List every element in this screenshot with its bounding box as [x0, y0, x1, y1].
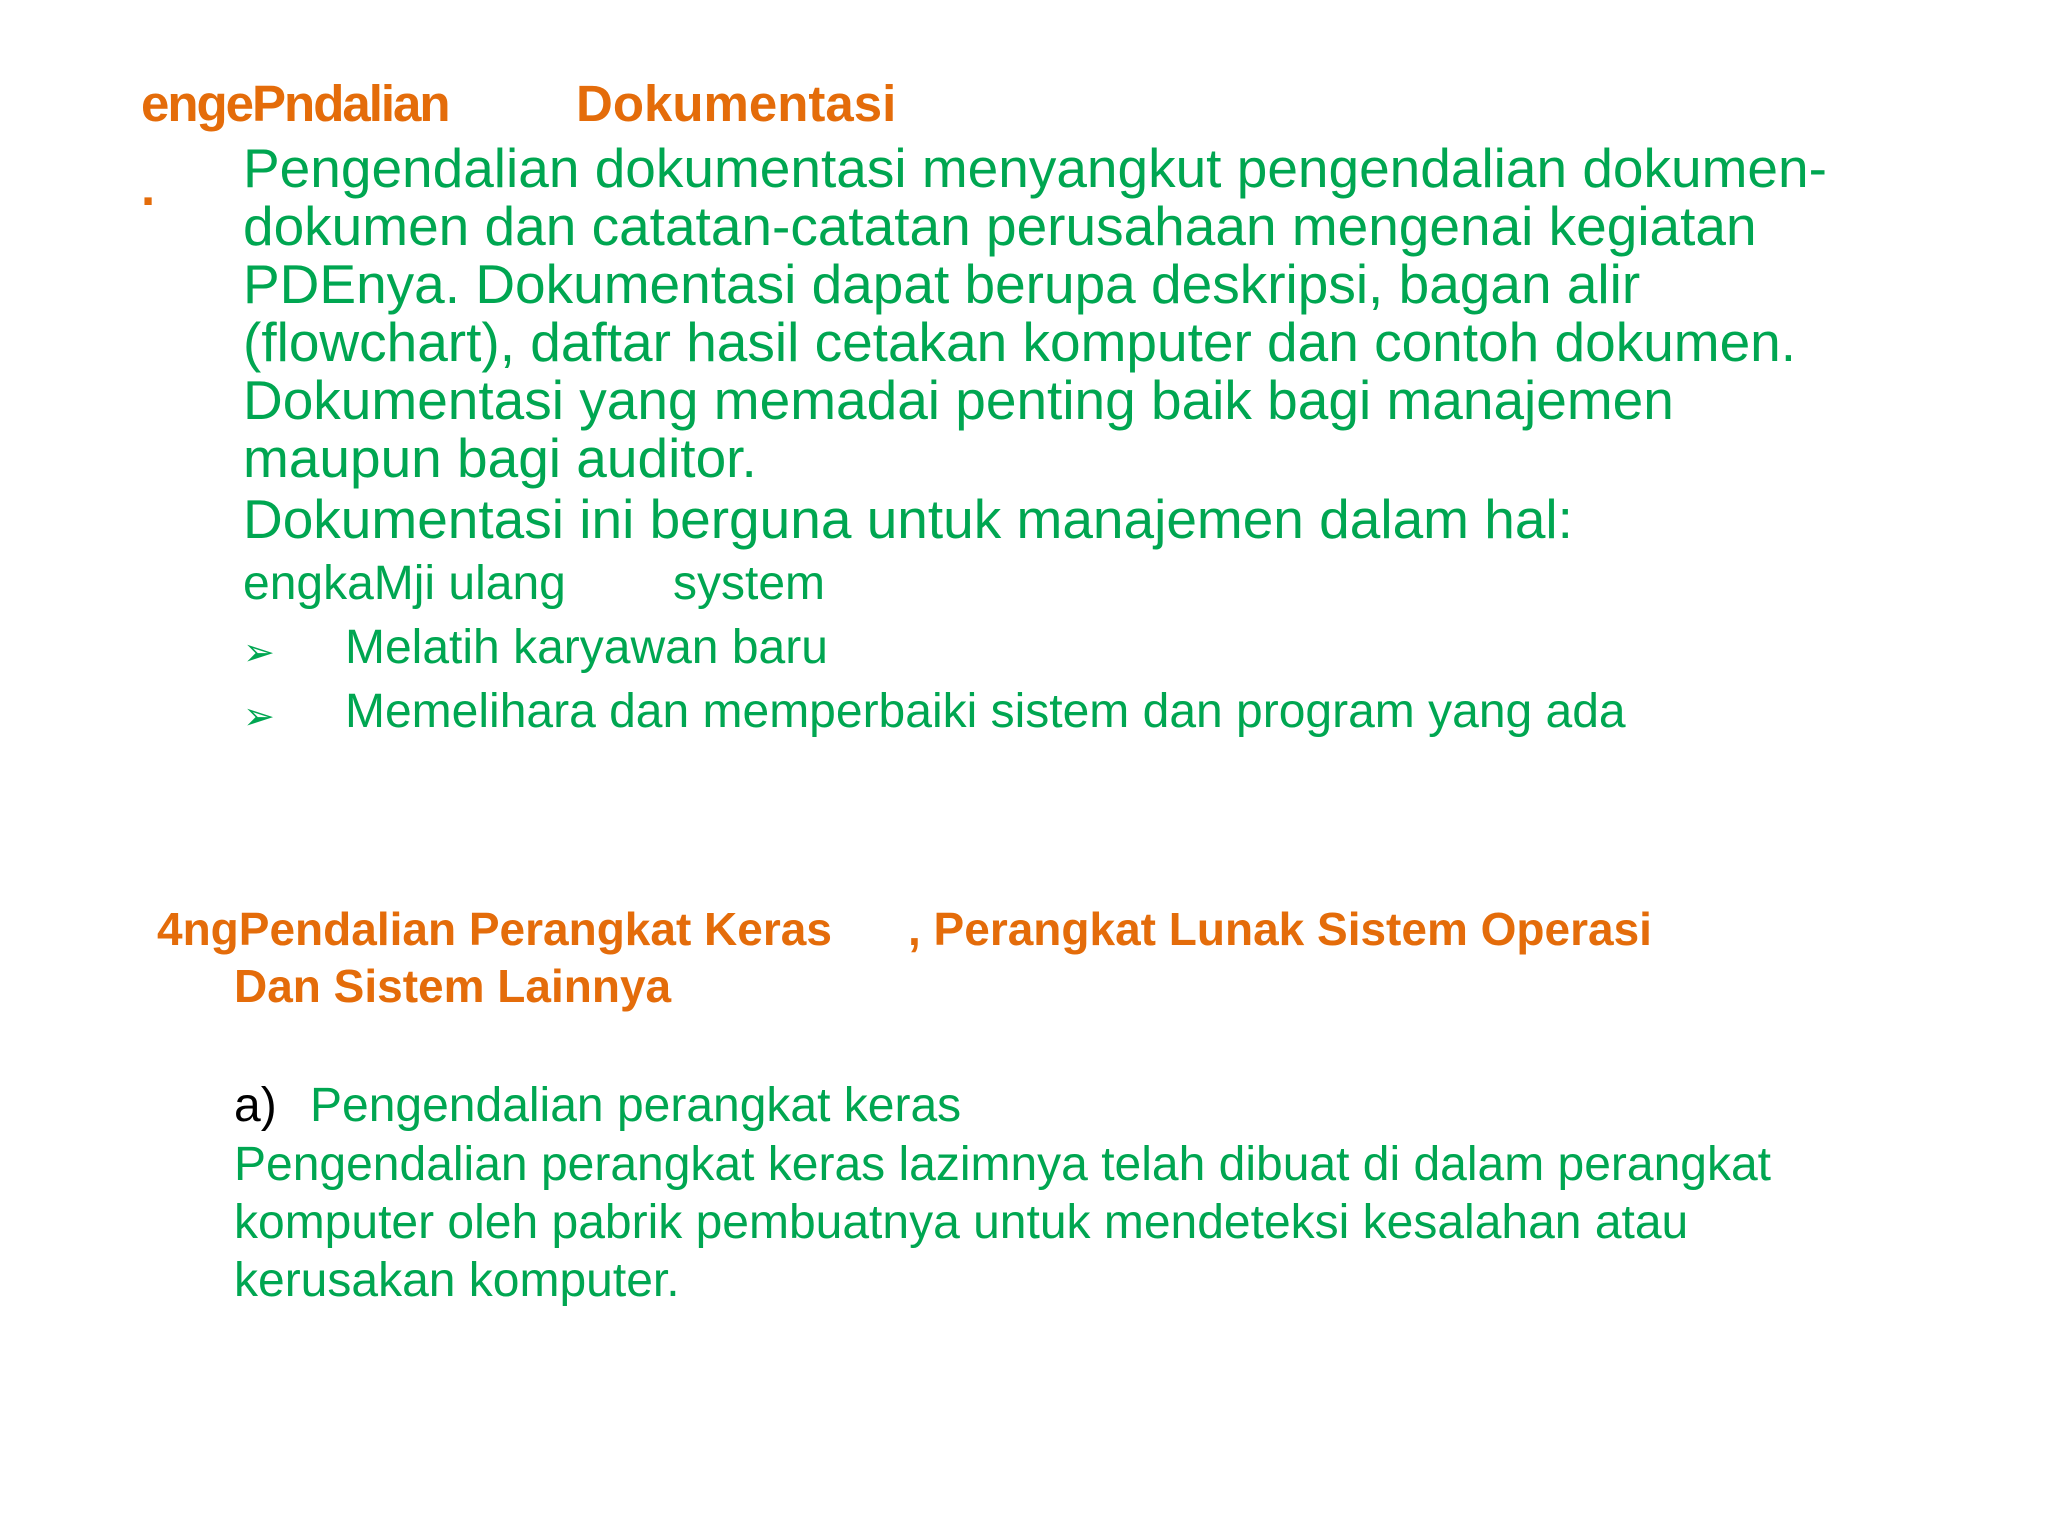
bullet-2-text: Melatih karyawan baru [345, 621, 828, 674]
paragraph-line: Pengendalian dokumentasi menyangkut pengendalian dokumen- [243, 137, 1827, 199]
section4-paragraph [234, 1136, 1771, 1310]
bullet-1-text-part1: engkaMji ulang [243, 557, 566, 610]
subsection-a-title: Pengendalian perangkat keras [310, 1079, 962, 1132]
paragraph-line: Dokumentasi yang memadai penting baik bagi manajemen [243, 369, 1674, 431]
paragraph-line: (flowchart), daftar hasil cetakan komputer dan contoh dokumen. [243, 311, 1797, 373]
paragraph-line: PDEnya. Dokumentasi dapat berupa deskripsi, bagan alir [243, 253, 1641, 315]
section3-heading-part1: engePndalian [141, 75, 449, 132]
bullet-1-text-part2: system [673, 557, 826, 610]
section4-heading-line1-part2: , Perangkat Lunak Sistem Operasi [908, 903, 1652, 955]
arrow-bullet-icon: ➢ [243, 696, 275, 738]
bullet-3-text: Memelihara dan memperbaiki sistem dan program yang ada [345, 685, 1626, 738]
paragraph-line: maupun bagi auditor. [243, 427, 757, 489]
section3-paragraph-2: Dokumentasi ini berguna untuk manajemen dalam hal: [243, 488, 1573, 550]
section4-heading-line2: Dan Sistem Lainnya [234, 960, 672, 1012]
section3-number-dot: . [141, 159, 156, 216]
section3-heading-part2: Dokumentasi [576, 75, 897, 132]
arrow-bullet-icon: ➢ [243, 632, 275, 674]
paragraph-line: kerusakan komputer. [234, 1254, 680, 1307]
section4-heading-line1-part1: 4ngPendalian Perangkat Keras [157, 903, 832, 955]
section3-paragraph [243, 139, 1827, 487]
paragraph-line: Pengendalian perangkat keras lazimnya telah dibuat di dalam perangkat [234, 1138, 1772, 1191]
paragraph-line: dokumen dan catatan-catatan perusahaan mengenai kegiatan [243, 195, 1757, 257]
subsection-a-label: a) [234, 1079, 277, 1132]
paragraph-line: komputer oleh pabrik pembuatnya untuk mendeteksi kesalahan atau [234, 1196, 1689, 1249]
